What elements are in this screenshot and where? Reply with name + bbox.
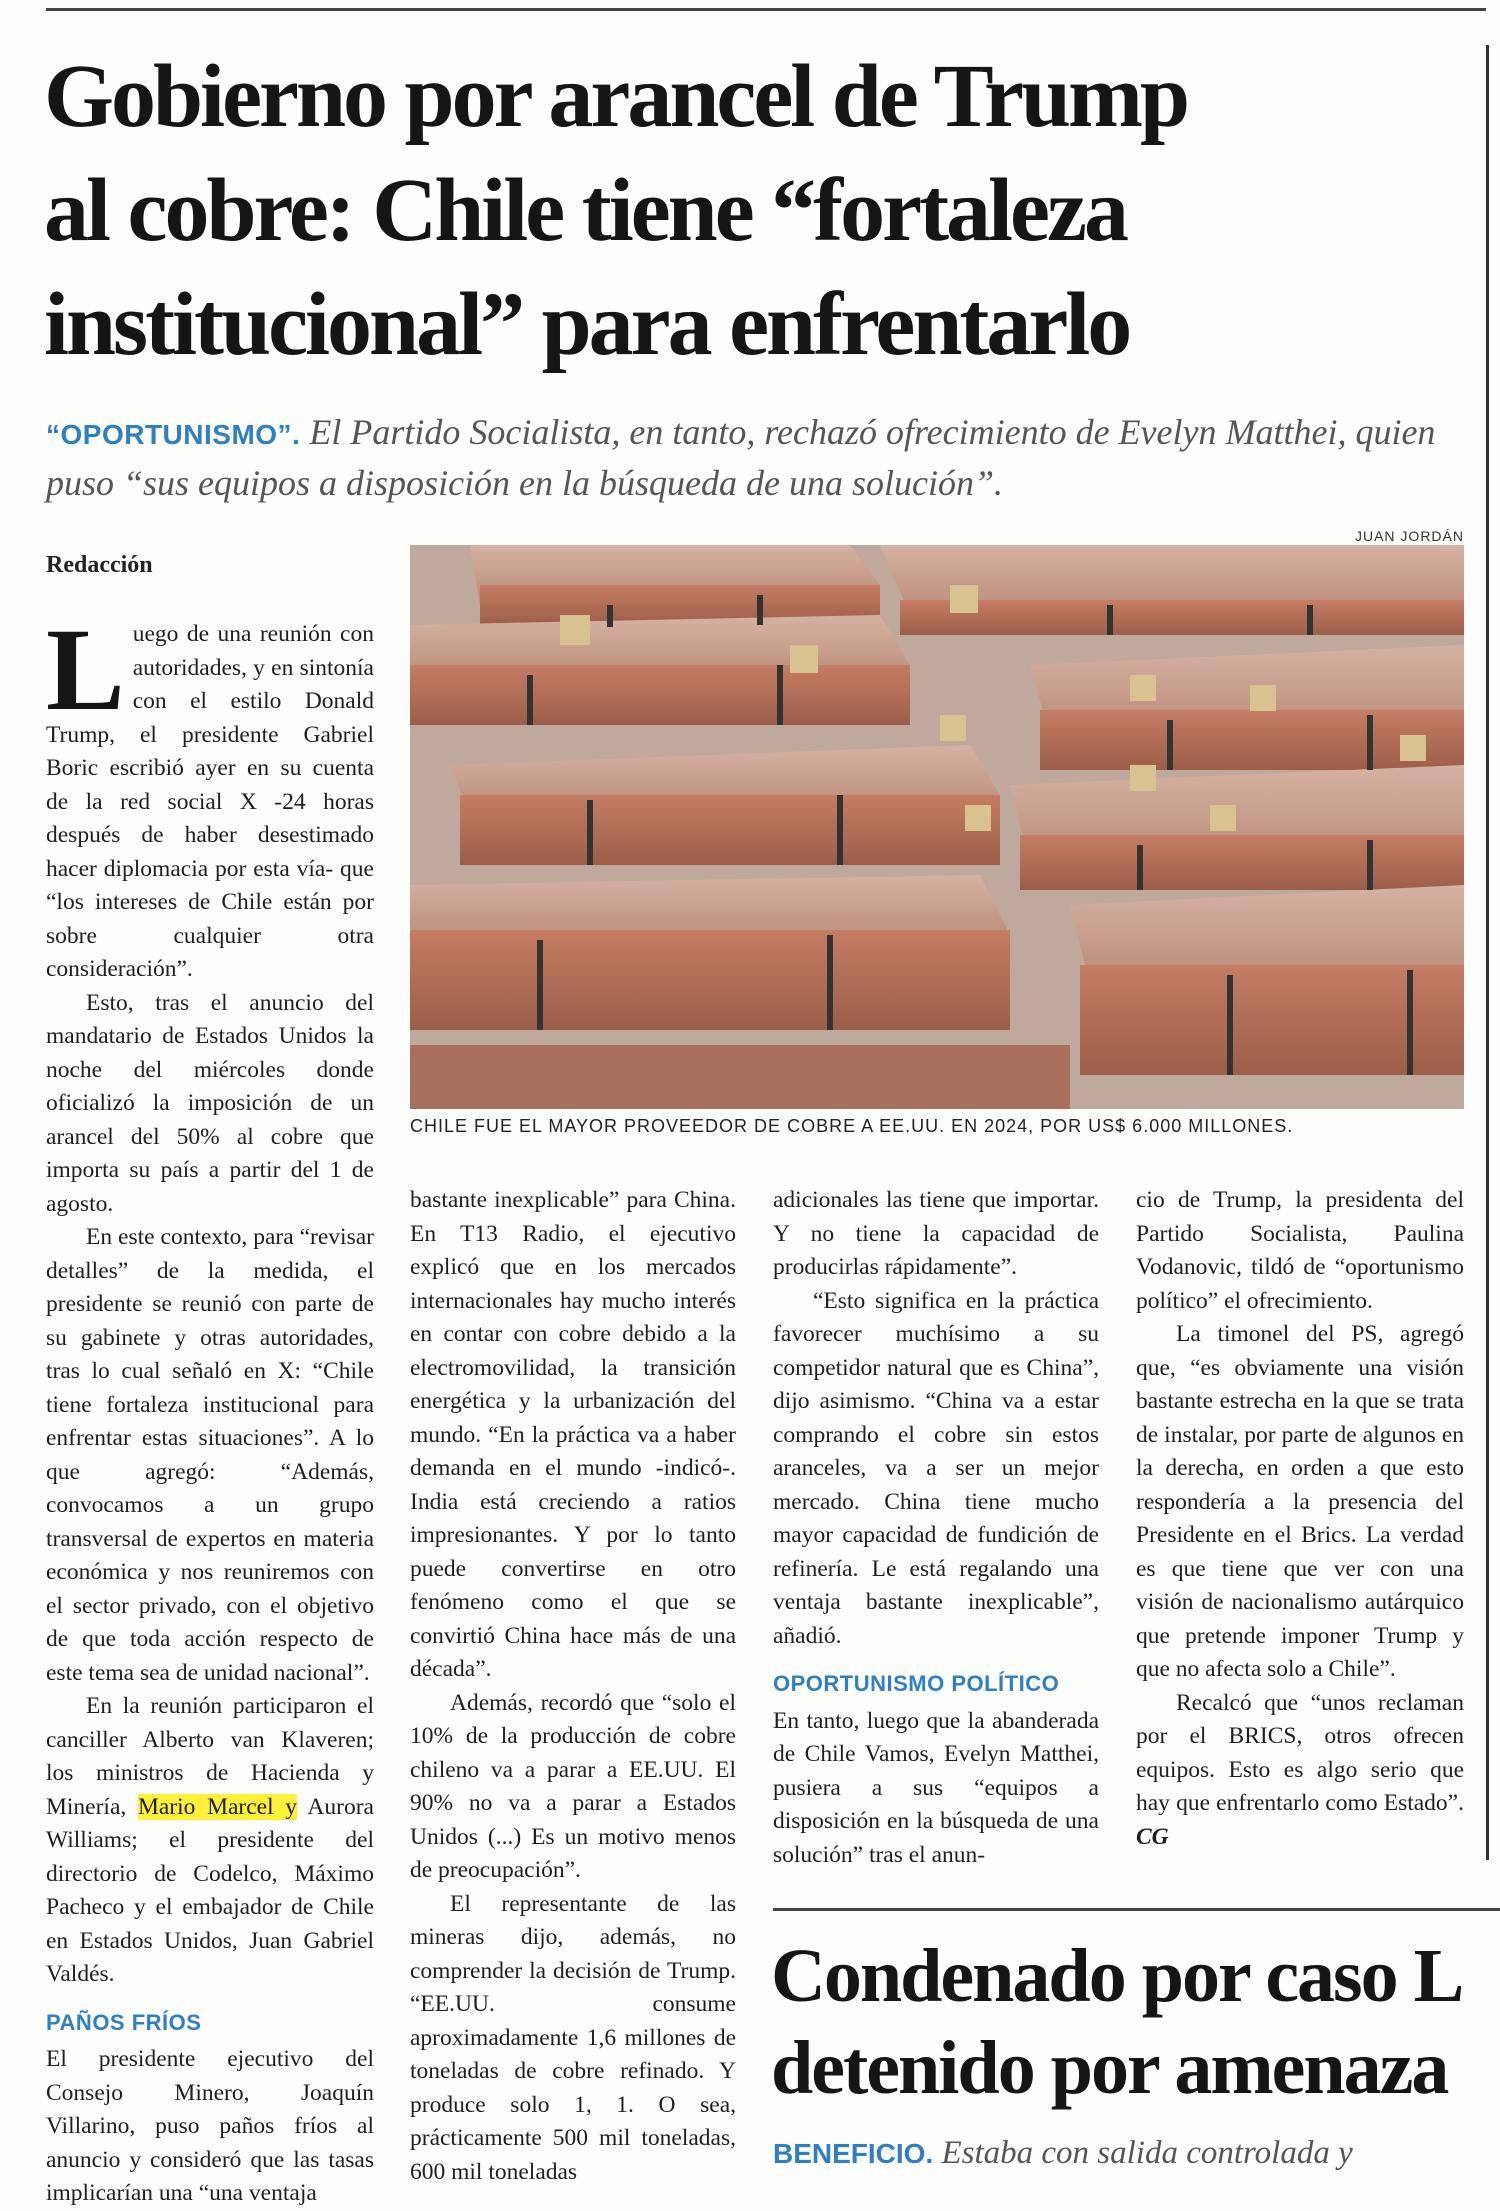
- top-rule: [46, 8, 1486, 11]
- column-2: [410, 1184, 736, 2189]
- paragraph-14-text: Recalcó que “unos reclaman por el BRICS, otros ofrecen equipos. Esto es algo serio que hay que enfrentarlo como Estado”.: [1136, 1689, 1464, 1816]
- paragraph-4: [46, 1690, 374, 1992]
- headline-line-2: al cobre: Chile tiene “fortaleza: [44, 161, 1126, 260]
- next-article-kicker: BENEFICIO.: [773, 2138, 934, 2169]
- lead-text: El Partido Socialista, en tanto, rechazó ofrecimiento de Evelyn Matthei, quien puso “sus equipos a disposición en la búsqueda de una solución”.: [46, 412, 1436, 503]
- drop-cap: L: [46, 604, 125, 735]
- column-1: [46, 604, 374, 2211]
- lead-kicker: “OPORTUNISMO”.: [46, 419, 301, 450]
- paragraph-10: “Esto significa en la práctica favorecer muchísimo a su competidor natural que es China”, dijo asimismo. “China va a estar comprando el cobre sin estos aranceles, va a ser un mejor mercado. China tiene mucho mayor capacidad de fundición de refinería. Le está regalando una ventaja bastante inexplicable”, añadió.: [773, 1287, 1099, 1649]
- paragraph-12: cio de Trump, la presidenta del Partido Socialista, Paulina Vodanovic, tildó de “oportunismo político” el ofrecimiento.: [1136, 1187, 1464, 1314]
- paragraph-7: Además, recordó que “solo el 10% de la producción de cobre chileno va a parar a EE.UU. El 90% no va a parar a Estados Unidos (...) Es un motivo menos de preocupación”.: [410, 1689, 736, 1883]
- byline: Redacción: [46, 552, 153, 578]
- end-mark: CG: [1136, 1823, 1169, 1850]
- paragraph-13: La timonel del PS, agregó que, “es obviamente una visión bastante estrecha en la que se trata de instalar, por parte de algunos en la derecha, en orden a que esto respondería a la presencia del Presidente en el Brics. La verdad es que tiene que ver con una visión de nacionalismo autárquico que pretende imponer Trump y que no afecta solo a Chile”.: [1136, 1321, 1464, 1682]
- photo-caption: CHILE FUE EL MAYOR PROVEEDOR DE COBRE A EE.UU. EN 2024, POR US$ 6.000 MILLONES.: [410, 1116, 1294, 1136]
- photo-credit: JUAN JORDÁN: [1354, 528, 1464, 544]
- paragraph-4-start: En la reunión participaron el canciller Alberto van Klaveren; los ministros de Hacienda y Minería,: [46, 1693, 374, 1820]
- lead-paragraph: [46, 408, 1476, 507]
- next-headline-line-2: detenido por amenaza: [771, 2026, 1448, 2110]
- subheading-oportunismo-politico: OPORTUNISMO POLÍTICO: [773, 1671, 1060, 1696]
- paragraph-1: [46, 604, 374, 987]
- subheading-panos-frios: PAÑOS FRÍOS: [46, 2009, 202, 2035]
- headline-line-3: institucional” para enfrentarlo: [44, 275, 1130, 374]
- copper-stacks-illustration: [410, 545, 1464, 1109]
- copper-cathodes-photo: [410, 545, 1464, 1109]
- next-article-lead: [773, 2135, 1500, 2172]
- next-article-rule: [773, 1908, 1500, 1911]
- paragraph-8: El representante de las mineras dijo, además, no comprender la decisión de Trump. “EE.UU. consume aproximadamente 1,6 millones de toneladas de cobre refinado. Y produce solo 1, 1. O sea, prácticamente 500 mil toneladas, 600 mil toneladas: [410, 1890, 736, 2185]
- paragraph-1-text: uego de una reunión con autoridades, y en sintonía con el estilo Donald Trump, el presidente Gabriel Boric escribió ayer en su cuenta de la red social X -24 horas después de haber desestimado hacer diplomacia por esta vía- que “los intereses de Chile están por sobre cualquier otra consideración”.: [46, 621, 374, 982]
- column-rule: [1486, 45, 1489, 1860]
- next-headline-line-1: Condenado por caso L: [771, 1934, 1463, 2018]
- next-article-lead-text: Estaba con salida controlada y: [941, 2135, 1353, 2171]
- paragraph-4-end: Aurora Williams; el presidente del directorio de Codelco, Máximo Pacheco y el embajador de Chile en Estados Unidos, Juan Gabriel Valdés.: [46, 1793, 374, 1987]
- column-4: [1136, 1184, 1464, 1854]
- paragraph-11: En tanto, luego que la abanderada de Chile Vamos, Evelyn Matthei, pusiera a sus “equipos a disposición en la búsqueda de una solución” tras el anun-: [773, 1707, 1099, 1868]
- headline: [44, 40, 1474, 382]
- paragraph-6: bastante inexplicable” para China. En T13 Radio, el ejecutivo explicó que en los mercados internacionales hay mucho interés en contar con cobre debido a la electromovilidad, la transición energética y la urbanización del mundo. “En la práctica va a haber demanda en el mundo -indicó-. India está creciendo a ratios impresionantes. Y por lo tanto puede convertirse en otro fenómeno como el que se convirtió China hace más de una década”.: [410, 1187, 736, 1682]
- next-article-headline: [771, 1930, 1500, 2114]
- highlighted-text: Mario Marcel y: [137, 1793, 298, 1820]
- paragraph-14: [1136, 1687, 1464, 1855]
- column-3: [773, 1184, 1099, 1872]
- paragraph-3: En este contexto, para “revisar detalles” de la medida, el presidente se reunió con parte de su gabinete y otras autoridades, tras lo cual señaló en X: “Chile tiene fortaleza institucional para enfrentar estas situaciones”. A lo que agregó: “Además, convocamos a un grupo transversal de expertos en materia económica y nos reuniremos con el sector privado, con el objetivo de que toda acción respecto de este tema sea de unidad nacional”.: [46, 1224, 374, 1686]
- paragraph-9: adicionales las tiene que importar. Y no tiene la capacidad de producirlas rápidamente”.: [773, 1187, 1099, 1280]
- headline-line-1: Gobierno por arancel de Trump: [44, 47, 1188, 146]
- paragraph-2: Esto, tras el anuncio del mandatario de Estados Unidos la noche del miércoles donde oficializó la imposición de un arancel del 50% al cobre que importa su país a partir del 1 de agosto.: [46, 989, 374, 1217]
- paragraph-5: El presidente ejecutivo del Consejo Minero, Joaquín Villarino, puso paños fríos al anuncio y consideró que las tasas implicarían una “una ventaja: [46, 2046, 374, 2206]
